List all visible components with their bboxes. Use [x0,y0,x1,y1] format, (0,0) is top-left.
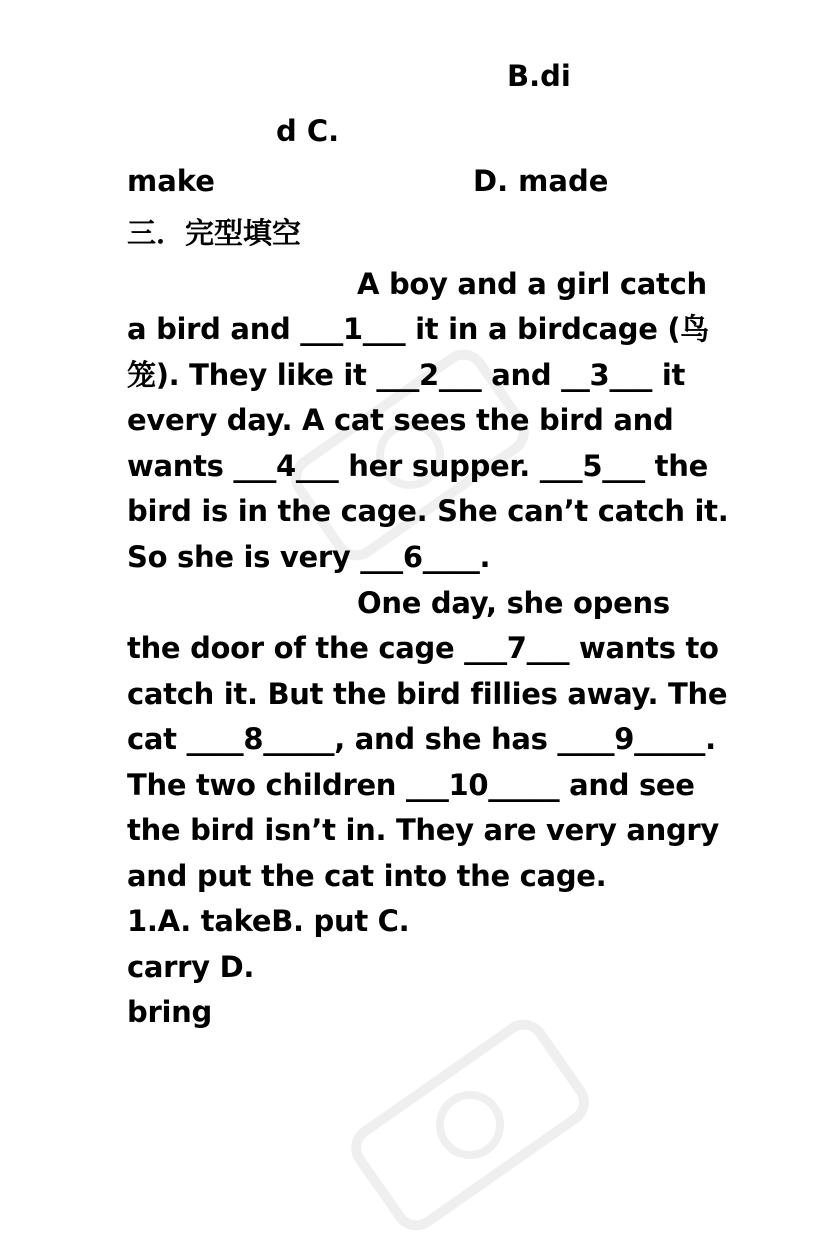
question-line: 1.A. takeB. put C. [127,904,410,938]
option-d-made: D. made [473,164,609,198]
question-line: carry D. [127,950,255,984]
option-c-make: make [127,164,215,198]
passage-line: a bird and ___1___ it in a birdcage (鸟 [127,312,710,346]
watermark-icon [329,995,612,1255]
passage-line: One day, she opens [357,586,670,620]
passage-line: cat ____8_____, and she has ____9_____. [127,722,716,756]
passage-line: the door of the cage ___7___ wants to [127,631,719,665]
passage-line: The two children ___10_____ and see [127,768,695,802]
passage-line: So she is very ___6____. [127,540,491,574]
passage-line: A boy and a girl catch [357,267,707,301]
passage-line: every day. A cat sees the bird and [127,403,674,437]
passage-line: the bird isn’t in. They are very angry [127,813,720,847]
passage-line: 笼). They like it ___2___ and __3___ it [127,358,686,392]
section-title: 三．完型填空 [127,216,302,250]
option-d-fragment: d C. [276,114,340,148]
question-line: bring [127,995,212,1029]
passage-line: catch it. But the bird fillies away. The [127,677,728,711]
option-b-fragment: B.di [507,59,571,93]
passage-line: bird is in the cage. She can’t catch it. [127,494,729,528]
passage-line: wants ___4___ her supper. ___5___ the [127,449,708,483]
passage-line: and put the cat into the cage. [127,859,607,893]
